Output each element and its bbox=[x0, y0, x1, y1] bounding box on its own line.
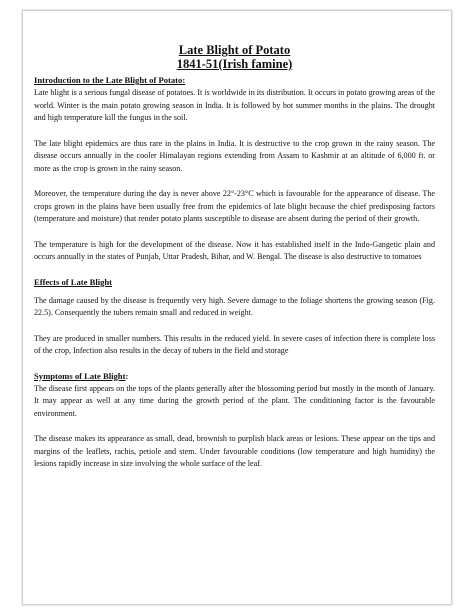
symptoms-heading-colon: : bbox=[125, 370, 129, 381]
symptoms-heading-line bbox=[34, 371, 435, 382]
intro-heading: Introduction to the Late Blight of Potato: bbox=[34, 75, 186, 85]
intro-paragraph-3: Moreover, the temperature during the day is never above 22°-23°C which is favourable for the appearance of disease. The crops grown in the plains have been usually free from the epidemics of late blight because the chief predisposing factors (temperature and moisture) that render potato plants susceptible to disease are absent during the period of their growth. bbox=[34, 189, 435, 223]
intro-paragraph-2: The late blight epidemics are thus rare in the plains in India. It is destructive to the crop grown in the rainy season. The disease occurs annually in the cooler Himalayan regions extending from Assam to Kashmir at an altitude of 6,000 ft. or more as the crop is grown in the rainy season. bbox=[34, 138, 435, 173]
document-title: Late Blight of Potato bbox=[178, 43, 291, 57]
document-content bbox=[34, 43, 435, 471]
effects-heading: Effects of Late Blight bbox=[34, 276, 113, 287]
intro-paragraph-4: The temperature is high for the development of the disease. Now it has established itself in the Indo-Gangetic plain and occurs annually in the states of Punjab, Uttar Pradesh, Bihar, and W. Bengal. The disease is also destructive to tomatoes bbox=[34, 239, 435, 261]
effects-paragraph-1: The damage caused by the disease is frequently very high. Severe damage to the foliage shortens the growing season (Fig. 22.5). Consequently the tubers remain small and reduced in weight. bbox=[34, 295, 435, 317]
intro-paragraph-1: Late blight is a serious fungal disease of potatoes. It is worldwide in its distribution. It occurs in potato growing areas of the world. Winter is the main potato growing season in India. It is followed by hot summer months in the plains. The drought and high temperature kill the fungus in the soil. bbox=[34, 88, 435, 122]
symptoms-paragraph-1: The disease first appears on the tops of the plants generally after the blossoming period but mostly in the month of January. It may appear as well at any time during the growth period of the plant. The conditioning factor is the favourable environment. bbox=[34, 383, 435, 418]
document-subtitle: 1841-51(Irish famine) bbox=[176, 57, 293, 71]
symptoms-paragraph-2: The disease makes its appearance as small, dead, brownish to purplish black areas or lesions. These appear on the tips and margins of the leaflets, rachis, petiole and stem. Under favourable conditions (low temperature and high humidity) the lesions rapidly increase in size involving the whole surface of the leaf. bbox=[34, 434, 435, 468]
effects-paragraph-2: They are produced in smaller numbers. This results in the reduced yield. In severe cases of infection there is complete loss of the crop, Infection also results in the decay of tubers in the field and storage bbox=[34, 333, 435, 355]
symptoms-heading: Symptoms of Late Blight bbox=[34, 370, 126, 381]
